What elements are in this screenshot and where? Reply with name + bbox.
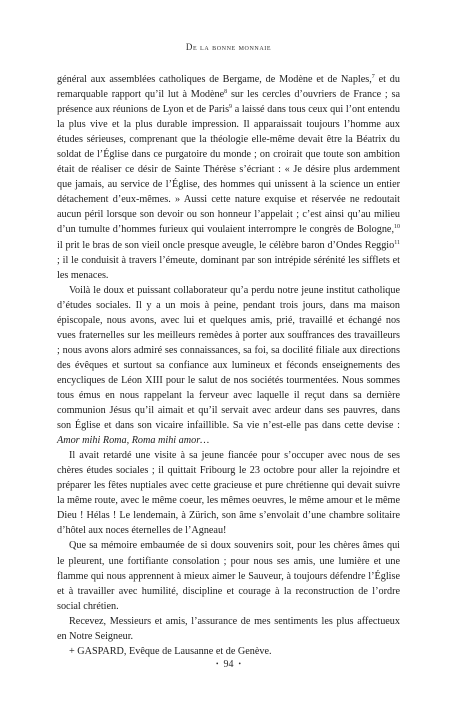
text-run: général aux assemblées catholiques de Bergame, de Modène et de Naples, <box>57 74 372 85</box>
footnote-ref: 9 <box>229 104 233 111</box>
folio-dot-right: • <box>238 660 241 668</box>
text-run: ; il le conduisit à travers l’émeute, dominant par son intrépide sérénité les sifflets et les menaces. <box>57 254 400 281</box>
text-run: sur les cercles d’ouvriers de France ; sa présence aux réunions de Lyon et de Paris <box>57 89 400 116</box>
paragraph <box>57 72 400 283</box>
text-run: Recevez, Messieurs et amis, l’assurance de mes sentiments les plus affectueux en Notre Seigneur. <box>57 615 400 642</box>
text-run: et du remarquable rapport qu’il lut à Modène <box>57 74 400 101</box>
text-run: Que sa mémoire embaumée de si doux souvenirs soit, pour les chères âmes qui le pleurent, une fortifiante consolation ; pour nous ses amis, une lumière et une flamme qui nous apprennent à mieux aimer le Sauveur, à toujours défendre l’Église et à travailler avec humilité, discipline et courage à la reconstruction de l’ordre social chrétien. <box>57 540 400 612</box>
page-number-value: 94 <box>223 659 234 670</box>
text-run: a laissé dans tous ceux qui l’ont entendu la plus vive et la plus durable impression. Il apparaissait toujours l’homme aux études sérieuses, comprenant que la théologie elle-même devait être la Béatrix du soldat de l’Église dans ce purgatoire du monde ; on croirait que toute son ambition était de réaliser ce désir de Sainte Thérèse s’écriant : « Je désire plus ardemment que jamais, au service de l’Église, des hommes qui unissent à la science un entier détachement d’eux-mêmes. » Aussi cette nature exquise et réservée ne redoutait aucun péril lorsque son devoir ou son honneur l’appelait ; c’est ainsi qu’au milieu d’un tumulte d’hommes furieux qui voulaient interrompre le congrès de Bologne, <box>57 104 400 236</box>
paragraph <box>57 283 400 449</box>
footnote-ref: 8 <box>224 89 228 96</box>
page-number <box>0 659 457 670</box>
text-run: il prit le bras de son vieil oncle presque aveugle, le célèbre baron d’Ondes Reggio <box>57 239 395 251</box>
footnote-ref: 7 <box>371 74 375 80</box>
paragraph <box>57 538 400 613</box>
running-head: De la bonne monnaie <box>185 42 272 52</box>
paragraph <box>57 614 400 644</box>
text-run: Il avait retardé une visite à sa jeune fiancée pour s’occuper avec nous de ses chères études sociales ; il quittait Fribourg le 23 octobre pour aller la rejoindre et préparer les fêtes nuptiales avec cette gracieuse et pure chrétienne qui devait suivre la même route, avec le même coeur, les mêmes oeuvres, le même amour et le même Dieu ! Hélas ! Le lendemain, à Zürich, son âme s’envolait d’une chambre solitaire d’hôtel aux noces éternelles de l’Agneau! <box>57 450 400 537</box>
footnote-ref: 11 <box>394 239 400 246</box>
text-run: + GASPARD, Evêque de Lausanne et de Genève. <box>69 645 272 657</box>
paragraph <box>57 644 400 659</box>
motto-italic: Amor mihi Roma, Roma mihi amor… <box>57 435 210 447</box>
folio-dot-left: • <box>216 660 219 668</box>
paragraph <box>57 448 400 538</box>
text-run: Voilà le doux et puissant collaborateur qu’a perdu notre jeune institut catholique d’études sociales. Il y a un mois à peine, pendant trois jours, dans ma maison épiscopale, nous avons, avec lui et quelques amis, prié, travaillé et échangé nos vues fraternelles sur les meilleurs remèdes à porter aux souffrances des travailleurs ; nous avons alors admiré ses connaissances, sa foi, sa docilité filiale aux directions des évêques et surtout sa confiance aux lumineux et féconds enseignements des encycliques de Léon XIII pour le salut de nos sociétés tourmentées. Nous sommes tous émus en nous rappelant la ferveur avec laquelle il reçut dans sa dernière communion Jésus qu’il aimait et qu’il servait avec ardeur dans ses pauvres, dans son Église et dans son vicaire infaillible. Sa vie n’est-elle pas dans cette devise : <box>57 284 400 432</box>
footnote-ref: 10 <box>394 224 400 231</box>
body-text <box>57 72 400 659</box>
